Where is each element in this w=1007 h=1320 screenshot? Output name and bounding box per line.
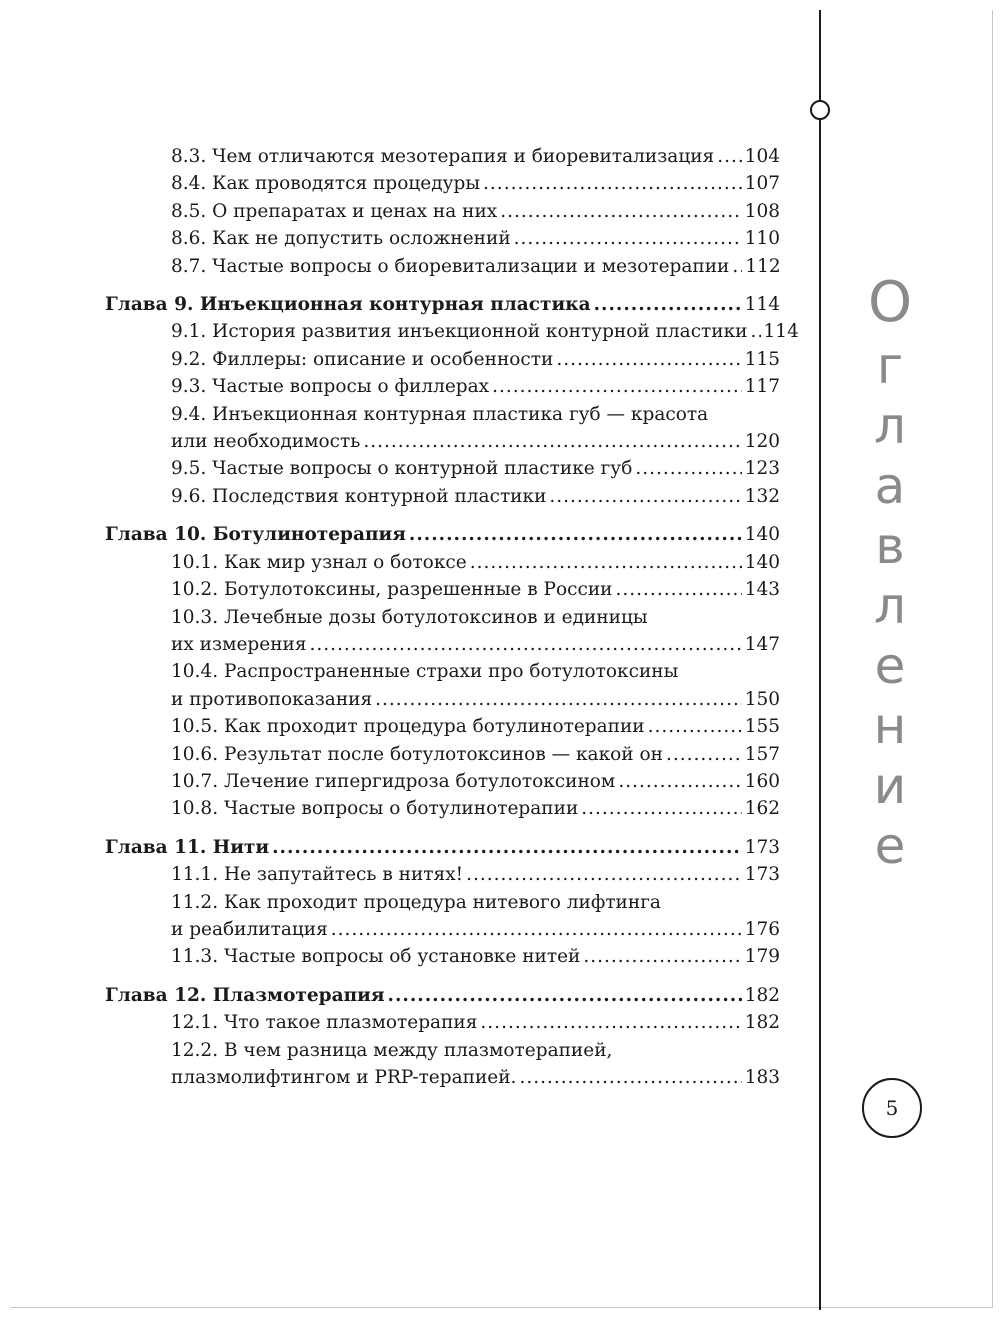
toc-entry-title: 9.1. История развития инъекционной контурной пластики xyxy=(171,321,748,343)
toc-section-entry[interactable] xyxy=(105,483,780,510)
toc-entry-row xyxy=(105,916,780,943)
page-number-text: 5 xyxy=(885,1096,899,1120)
dot-leader xyxy=(492,373,742,400)
toc-entry-row xyxy=(105,713,780,740)
toc-entry-row xyxy=(105,521,780,548)
toc-entry-title: Глава 9. Инъекционная контурная пластика xyxy=(105,294,591,316)
toc-section-entry[interactable] xyxy=(105,143,780,170)
dot-leader xyxy=(594,291,742,318)
toc-section-entry[interactable] xyxy=(105,253,780,280)
toc-entry-page: 107 xyxy=(744,173,780,195)
toc-entry-page: 140 xyxy=(744,551,780,573)
dot-leader xyxy=(732,253,742,280)
toc-entry-row xyxy=(105,373,780,400)
toc-entry-page: 143 xyxy=(744,579,780,601)
toc-entry-row xyxy=(105,143,780,170)
dot-leader xyxy=(409,521,742,548)
toc-entry-row xyxy=(105,795,780,822)
toc-entry-page: 160 xyxy=(744,770,780,792)
dot-leader xyxy=(331,916,742,943)
toc-entry-row xyxy=(105,1009,780,1036)
toc-entry-title: 10.1. Как мир узнал о ботоксе xyxy=(171,551,467,573)
toc-entry-row xyxy=(105,741,780,768)
rule-circle-marker xyxy=(810,100,830,120)
toc-entry-title: 10.7. Лечение гипергидроза ботулотоксином xyxy=(171,770,616,792)
dot-leader xyxy=(483,170,742,197)
toc-entry-row xyxy=(105,198,780,225)
toc-entry-row xyxy=(105,686,780,713)
side-title-letter: г xyxy=(876,337,904,395)
toc-entry-title: 10.6. Результат после ботулотоксинов — какой он xyxy=(171,743,663,765)
dot-leader xyxy=(470,549,742,576)
toc-entry-page: 157 xyxy=(744,743,780,765)
page-number xyxy=(862,1078,922,1138)
toc-entry-page: 108 xyxy=(744,200,780,222)
toc-section-entry[interactable] xyxy=(105,795,780,822)
toc-entry-title: и реабилитация xyxy=(171,918,328,940)
toc-section-entry[interactable] xyxy=(105,455,780,482)
toc-entry-title: 9.6. Последствия контурной пластики xyxy=(171,485,547,507)
dot-leader xyxy=(466,861,742,888)
toc-entry-page: 114 xyxy=(744,294,780,316)
toc-entry-page: 182 xyxy=(744,1012,780,1034)
toc-entry-page: 115 xyxy=(744,348,780,370)
toc-entry-row xyxy=(105,576,780,603)
toc-entry-page: 147 xyxy=(744,633,780,655)
toc-entry-page: 114 xyxy=(763,321,799,343)
toc-entry-row xyxy=(105,253,780,280)
toc-section-entry[interactable] xyxy=(105,318,799,345)
toc-entry-page: 150 xyxy=(744,688,780,710)
dot-leader xyxy=(618,768,741,795)
toc-entry-title: 9.5. Частые вопросы о контурной пластике губ xyxy=(171,458,633,480)
side-title-letter: е xyxy=(874,637,906,695)
toc-entry-page: 176 xyxy=(744,918,780,940)
toc-entry-row xyxy=(105,170,780,197)
toc-section-entry[interactable] xyxy=(105,346,780,373)
dot-leader xyxy=(635,455,741,482)
dot-leader xyxy=(666,741,742,768)
dot-leader xyxy=(616,576,742,603)
toc-entry-title: плазмолифтингом и PRP-терапией. xyxy=(171,1067,517,1088)
dot-leader xyxy=(514,225,742,252)
toc-section-entry[interactable] xyxy=(105,1037,780,1092)
toc-entry-title: 9.2. Филлеры: описание и особенности xyxy=(171,348,554,370)
toc-entry-page: 179 xyxy=(744,946,780,968)
toc-entry-title: или необходимость xyxy=(171,431,361,453)
side-title-letter: О xyxy=(867,270,913,335)
toc-section-entry[interactable] xyxy=(105,401,780,456)
side-title-letter: и xyxy=(873,757,907,815)
toc-entry-row xyxy=(105,834,780,861)
toc-entry-page: 120 xyxy=(744,431,780,453)
toc-entry-title-line: 10.4. Распространенные страхи про ботулотоксины xyxy=(171,661,679,683)
toc-section-entry[interactable] xyxy=(105,768,780,795)
toc-section-entry[interactable] xyxy=(105,198,780,225)
side-title-letter: е xyxy=(874,817,906,875)
dot-leader xyxy=(581,795,741,822)
toc-section-entry[interactable] xyxy=(105,713,780,740)
toc-chapter-entry[interactable] xyxy=(105,521,780,548)
side-title-letter: в xyxy=(875,517,905,575)
side-title-letter: л xyxy=(874,577,906,635)
dot-leader xyxy=(717,143,741,170)
toc-entry-page: 112 xyxy=(745,255,781,277)
toc-section-entry[interactable] xyxy=(105,373,780,400)
toc-entry-title: 8.4. Как проводятся процедуры xyxy=(171,173,481,195)
toc-entry-row xyxy=(105,982,780,1009)
dot-leader xyxy=(556,346,741,373)
toc-entry-title: 8.5. О препаратах и ценах на них xyxy=(171,200,498,222)
toc-chapter-entry[interactable] xyxy=(105,834,780,861)
toc-entry-row xyxy=(105,428,780,455)
dot-leader xyxy=(751,318,761,345)
dot-leader xyxy=(480,1009,741,1036)
toc-entry-page: 132 xyxy=(744,485,780,507)
toc-entry-row xyxy=(105,943,780,970)
toc-entry-title-line: 10.3. Лечебные дозы ботулотоксинов и единицы xyxy=(171,606,648,628)
side-title-letter: а xyxy=(874,457,906,515)
toc-entry-title: 8.3. Чем отличаются мезотерапия и биоревитализация xyxy=(171,146,715,167)
toc-entry-row xyxy=(105,768,780,795)
dot-leader xyxy=(500,198,741,225)
side-title-contents xyxy=(845,270,935,876)
toc-entry-title: 8.7. Частые вопросы о биоревитализации и мезотерапии xyxy=(171,255,730,277)
toc-entry-page: 104 xyxy=(744,146,780,167)
toc-entry-title: 11.3. Частые вопросы об установке нитей xyxy=(171,946,581,968)
toc-entry-row xyxy=(105,318,799,345)
toc-entry-title: 11.1. Не запутайтесь в нитях! xyxy=(171,864,464,886)
toc-entry-title: Глава 11. Нити xyxy=(105,836,270,858)
dot-leader xyxy=(648,713,742,740)
toc-section-entry[interactable] xyxy=(105,889,780,944)
toc-section-entry[interactable] xyxy=(105,658,780,713)
toc-section-entry[interactable] xyxy=(105,604,780,659)
toc-entry-title: 10.8. Частые вопросы о ботулинотерапии xyxy=(171,798,579,820)
toc-chapter-entry[interactable] xyxy=(105,982,780,1009)
toc-section-entry[interactable] xyxy=(105,225,780,252)
toc-chapter-entry[interactable] xyxy=(105,291,780,318)
toc-section-entry[interactable] xyxy=(105,943,780,970)
toc-entry-page: 140 xyxy=(744,524,780,546)
toc-entry-title: 10.5. Как проходит процедура ботулинотерапии xyxy=(171,716,645,738)
toc-entry-page: 162 xyxy=(744,798,780,820)
dot-leader xyxy=(363,428,741,455)
toc-entry-title: и противопоказания xyxy=(171,688,373,710)
toc-entry-page: 173 xyxy=(744,864,780,886)
dot-leader xyxy=(583,943,741,970)
toc-entry-row xyxy=(105,483,780,510)
dot-leader xyxy=(388,982,742,1009)
toc-entry-title: их измерения xyxy=(171,633,307,655)
toc-entry-title: 8.6. Как не допустить осложнений xyxy=(171,228,511,250)
toc-section-entry[interactable] xyxy=(105,1009,780,1036)
toc-entry-row xyxy=(105,225,780,252)
toc-entry-row xyxy=(105,1064,780,1091)
toc-section-entry[interactable] xyxy=(105,576,780,603)
toc-entry-title: 10.2. Ботулотоксины, разрешенные в России xyxy=(171,579,613,601)
toc-entry-title-line: 11.2. Как проходит процедура нитевого лифтинга xyxy=(171,891,661,913)
toc-entry-row xyxy=(105,631,780,658)
toc-entry-row xyxy=(105,549,780,576)
dot-leader xyxy=(375,686,742,713)
toc-entry-row xyxy=(105,291,780,318)
toc-entry-page: 117 xyxy=(744,376,780,398)
toc-section-entry[interactable] xyxy=(105,741,780,768)
toc-entry-row xyxy=(105,346,780,373)
toc-entry-title: Глава 10. Ботулинотерапия xyxy=(105,524,406,546)
side-title-letter: н xyxy=(873,697,907,755)
toc-entry-title-line: 12.2. В чем разница между плазмотерапией, xyxy=(171,1039,613,1061)
toc-section-entry[interactable] xyxy=(105,170,780,197)
vertical-rule xyxy=(819,10,821,1310)
toc-section-entry[interactable] xyxy=(105,861,780,888)
toc-section-entry[interactable] xyxy=(105,549,780,576)
toc-entry-title: 9.3. Частые вопросы о филлерах xyxy=(171,376,490,398)
toc-entry-page: 123 xyxy=(744,458,780,480)
toc-entry-title: 12.1. Что такое плазмотерапия xyxy=(171,1012,478,1034)
toc-entry-page: 110 xyxy=(744,228,780,250)
toc-entry-row xyxy=(105,861,780,888)
toc-entry-page: 155 xyxy=(744,716,780,738)
dot-leader xyxy=(310,631,742,658)
toc-entry-row xyxy=(105,455,780,482)
dot-leader xyxy=(519,1064,741,1091)
toc-entry-title: Глава 12. Плазмотерапия xyxy=(105,984,385,1006)
side-title-letter: л xyxy=(874,397,906,455)
dot-leader xyxy=(549,483,741,510)
dot-leader xyxy=(272,834,742,861)
toc-entry-page: 173 xyxy=(744,836,780,858)
toc-entry-page: 182 xyxy=(744,984,780,1006)
toc-entry-title-line: 9.4. Инъекционная контурная пластика губ — красота xyxy=(171,403,709,425)
toc-entry-page: 183 xyxy=(744,1067,780,1088)
table-of-contents xyxy=(105,143,799,1091)
